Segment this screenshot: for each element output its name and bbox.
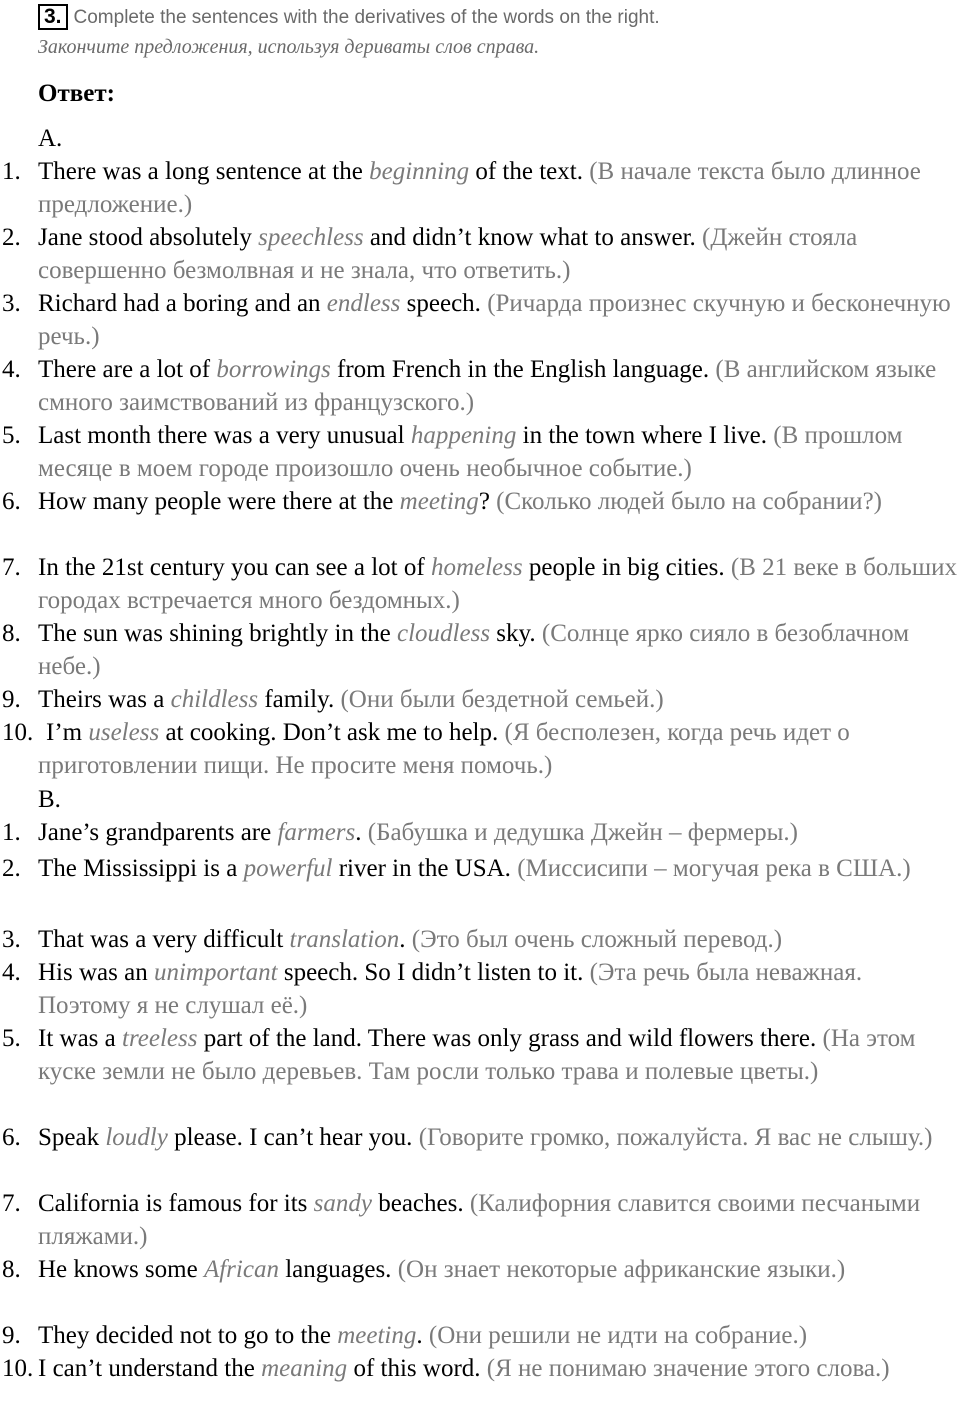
answer-word: beginning [369, 158, 470, 185]
task-number: 3. [38, 4, 68, 30]
translation: (Джейн стояла совершенно безмолвная и не знала, что ответить.) [38, 224, 858, 284]
sentence-start: Speak [38, 1124, 106, 1151]
sentence-start: There are a lot of [38, 356, 217, 383]
answer-word: African [203, 1256, 279, 1283]
item-number: 4. [2, 356, 21, 383]
sentence-end: please. I can’t hear you. [167, 1124, 413, 1151]
translation: (В прошлом месяце в моем городе произошло очень необычное событие.) [38, 422, 903, 482]
section-a-label: A. [38, 125, 63, 152]
answer-word: useless [88, 719, 160, 746]
sentence-end: part of the land. There was only grass and wild flowers there. [197, 1025, 817, 1052]
translation: (В 21 веке в больших городах встречается много бездомных.) [38, 554, 957, 614]
sentence-end: speech. [400, 290, 481, 317]
translation: (Солнце ярко сияло в безоблачном небе.) [38, 620, 910, 680]
sentence-end: and didn’t know what to answer. [363, 224, 696, 251]
list-item [0, 956, 960, 1022]
translation: (Они решили не идти на собрание.) [422, 1322, 808, 1349]
answer-word: endless [326, 290, 401, 317]
list-item [0, 155, 960, 221]
sentence-end: . [399, 926, 406, 953]
translation: (Я не понимаю значение этого слова.) [480, 1355, 890, 1382]
translation: (Сколько людей было на собрании?) [489, 488, 882, 515]
sentence-end: speech. So I didn’t listen to it. [277, 959, 584, 986]
list-item [0, 716, 960, 782]
list-item [0, 683, 960, 716]
item-number: 3. [2, 926, 21, 953]
translation: (Говорите громко, пожалуйста. Я вас не слышу.) [412, 1124, 933, 1151]
section-b-label: B. [38, 786, 61, 813]
item-number: 1. [2, 819, 21, 846]
sentence-start: I can’t understand the [38, 1355, 262, 1382]
list-item [0, 617, 960, 683]
translation: (Эта речь была неважная. Поэтому я не слушал её.) [38, 959, 863, 1019]
sentence-start: It was a [38, 1025, 122, 1052]
answer-word: loudly [105, 1124, 168, 1151]
answer-word: meeting [399, 488, 479, 515]
answer-word: childless [170, 686, 259, 713]
sentence-start: California is famous for its [38, 1190, 314, 1217]
list-item [0, 1187, 960, 1253]
translation: (Они были бездетной семьей.) [334, 686, 664, 713]
answer-word: sandy [313, 1190, 372, 1217]
sentence-start: Richard had a boring and an [38, 290, 327, 317]
item-number: 4. [2, 959, 21, 986]
translation: (Бабушка и дедушка Джейн – фермеры.) [361, 819, 798, 846]
sentence-start: His was an [38, 959, 154, 986]
sentence-end: family. [258, 686, 335, 713]
sentence-end: of the text. [469, 158, 583, 185]
list-item [0, 551, 960, 617]
sentence-end: beaches. [371, 1190, 464, 1217]
item-number: 7. [2, 554, 21, 581]
answer-word: homeless [430, 554, 523, 581]
item-number: 9. [2, 686, 21, 713]
answer-word: translation [289, 926, 400, 953]
sentence-end: of this word. [347, 1355, 481, 1382]
item-number: 5. [2, 1025, 21, 1052]
sentence-start: I’m [46, 719, 89, 746]
instruction-english: Complete the sentences with the derivatives of the words on the right. [73, 7, 660, 28]
item-number: 5. [2, 422, 21, 449]
answer-word: happening [410, 422, 517, 449]
list-item [0, 419, 960, 485]
translation: (В начале текста было длинное предложение.) [38, 158, 921, 218]
item-number: 2. [2, 855, 21, 882]
sentence-start: Theirs was a [38, 686, 171, 713]
item-number: 6. [2, 1124, 21, 1151]
sentence-end: . [416, 1322, 423, 1349]
answer-word: treeless [122, 1025, 198, 1052]
answer-word: cloudless [397, 620, 491, 647]
sentence-start: In the 21st century you can see a lot of [38, 554, 431, 581]
sentence-start: They decided not to go to the [38, 1322, 338, 1349]
item-number: 10. [2, 719, 34, 746]
sentence-start: Last month there was a very unusual [38, 422, 411, 449]
sentence-end: people in big cities. [522, 554, 725, 581]
answer-word: powerful [243, 855, 333, 882]
translation: (В английском языке смного заимствований из французского.) [38, 356, 937, 416]
sentence-start: Jane stood absolutely [38, 224, 259, 251]
list-item [0, 816, 960, 849]
sentence-start: There was a long sentence at the [38, 158, 370, 185]
sentence-start: The Mississippi is a [38, 855, 244, 882]
sentence-end: languages. [278, 1256, 392, 1283]
answer-word: borrowings [216, 356, 331, 383]
list-item [0, 1022, 960, 1088]
list-item [0, 221, 960, 287]
item-number: 10. [2, 1355, 34, 1382]
sentence-end: sky. [490, 620, 536, 647]
item-number: 8. [2, 1256, 21, 1283]
list-item [0, 923, 960, 956]
item-number: 2. [2, 224, 21, 251]
answer-word: farmers [277, 819, 356, 846]
list-item [0, 485, 960, 518]
sentence-start: He knows some [38, 1256, 204, 1283]
sentence-end: . [355, 819, 362, 846]
answer-label: Ответ: [38, 80, 115, 107]
translation: (На этом куске земли не было деревьев. Там росли только трава и полевые цветы.) [38, 1025, 916, 1085]
list-item [0, 1121, 960, 1154]
answer-word: meaning [261, 1355, 348, 1382]
list-item [0, 849, 960, 889]
sentence-start: The sun was shining brightly in the [38, 620, 397, 647]
translation: (Это был очень сложный перевод.) [405, 926, 783, 953]
list-item [0, 1319, 960, 1352]
item-number: 6. [2, 488, 21, 515]
item-number: 8. [2, 620, 21, 647]
list-item [0, 287, 960, 353]
translation: (Он знает некоторые африканские языки.) [391, 1256, 846, 1283]
item-number: 9. [2, 1322, 21, 1349]
item-number: 7. [2, 1190, 21, 1217]
translation: (Я бесполезен, когда речь идет о приготовлении пищи. Не просите меня помочь.) [38, 719, 850, 779]
answer-word: speechless [258, 224, 364, 251]
item-number: 3. [2, 290, 21, 317]
sentence-end: ? [478, 488, 490, 515]
sentence-end: in the town where I live. [516, 422, 767, 449]
sentence-start: How many people were there at the [38, 488, 400, 515]
answer-word: unimportant [153, 959, 278, 986]
sentence-end: from French in the English language. [330, 356, 710, 383]
instruction-russian: Закончите предложения, используя дериваты слов справа. [38, 36, 540, 58]
sentence-start: Jane’s grandparents are [38, 819, 278, 846]
list-item [0, 1253, 960, 1286]
sentence-start: That was a very difficult [38, 926, 290, 953]
list-item [0, 1352, 960, 1385]
answer-word: meeting [337, 1322, 417, 1349]
sentence-end: at cooking. Don’t ask me to help. [159, 719, 499, 746]
list-item [0, 353, 960, 419]
sentence-end: river in the USA. [332, 855, 511, 882]
item-number: 1. [2, 158, 21, 185]
translation: (Ричарда произнес скучную и бесконечную речь.) [38, 290, 951, 350]
translation: (Калифорния славится своими песчаными пляжами.) [38, 1190, 921, 1250]
task-header [38, 4, 938, 32]
translation: (Миссисипи – могучая река в США.) [510, 855, 911, 882]
